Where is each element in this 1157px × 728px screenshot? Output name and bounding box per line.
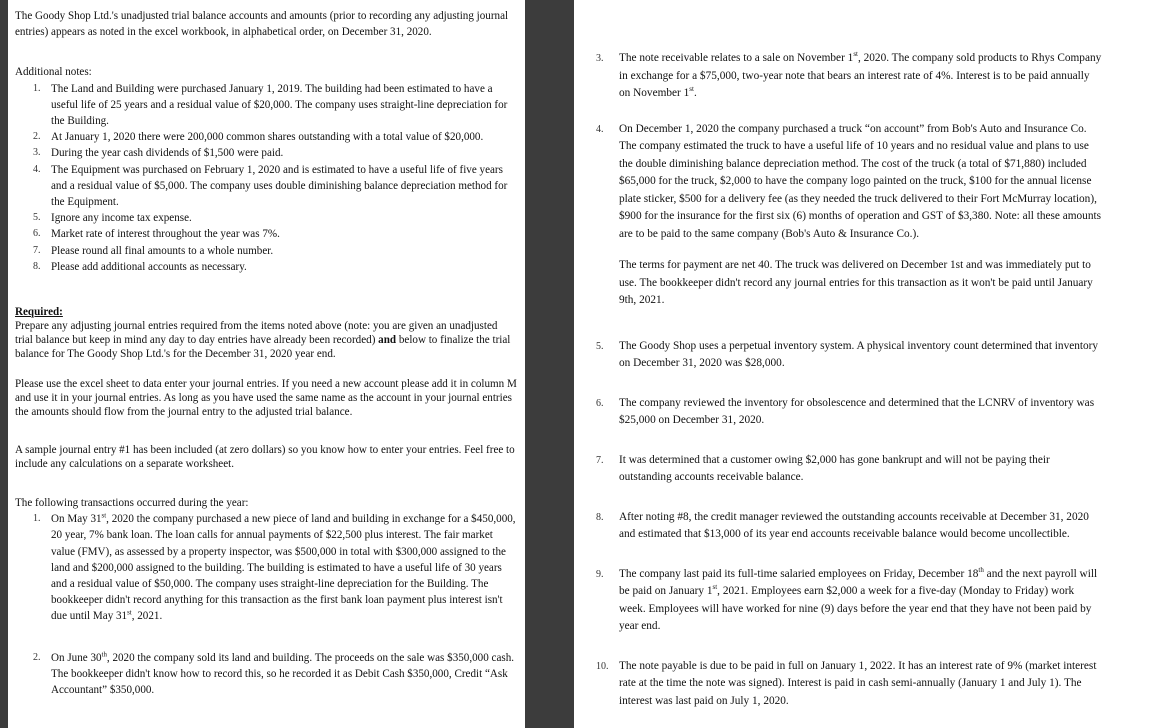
transaction-item: 2. On June 30th, 2020 the company sold its land and building. The proceeds on the sale was $350,000 cash. The bookkeeper didn't know how to record this, so he recorded it as Debit Cash $350,000, Credit “Ask Accountant” $350,000. <box>33 650 515 697</box>
item-8: 8. After noting #8, the credit manager reviewed the outstanding accounts receivable at December 31, 2020 and estimated that $13,000 of its year end accounts receivable balance would become uncollectible. <box>596 510 1089 540</box>
left-document-page <box>8 0 525 728</box>
excel-instructions: Please use the excel sheet to data enter your journal entries. If you need a new account please add it in column M and use it in your journal entries. As long as you have used the same name as the account in your journal entries the amounts should flow from the journal entry to the adjusted trial balance. <box>15 378 517 419</box>
sample-entry-note: A sample journal entry #1 has been included (at zero dollars) so you know how to enter your entries. Feel free to include any calculations on a separate worksheet. <box>15 444 515 471</box>
items-list <box>596 50 1102 710</box>
intro-paragraph: The Goody Shop Ltd.'s unadjusted trial balance accounts and amounts (prior to recording any adjusting journal entries) appears as noted in the excel workbook, in alphabetical order, on December 31, 2020. <box>15 10 509 39</box>
item-5: 5. The Goody Shop uses a perpetual inventory system. A physical inventory count determined that inventory on December 31, 2020 was $28,000. <box>596 339 1099 369</box>
note-item: 5. Ignore any income tax expense. <box>33 212 192 225</box>
item-4: 4. On December 1, 2020 the company purchased a truck “on account” from Bob's Auto and Insurance Co. The company estimated the truck to have a useful life of 10 years and no residual value and plans to use the double diminishing balance depreciation method. The cost of the truck (a total of $71,880) included $65,000 for the truck, $2,000 to have the company logo painted on the truck, $100 for the annual license plate sticker, $500 for a delivery fee (as they needed the truck delivered to their Fort McMurray location), $900 for the insurance for the first six (6) months of operation and GST of $3,380. Note: all these amounts are to be paid to the same company (Bob's Auto & Insurance Co.). The terms for payment are net 40. The truck was delivered on December 1st and was immediately put to use. The bookkeeper didn't record any journal entries for this transaction as it won't be paid until January 9th, 2021. <box>596 121 1102 310</box>
transactions-heading: The following transactions occurred during the year: <box>15 497 249 510</box>
item-6: 6. The company reviewed the inventory for obsolescence and determined that the LCNRV of inventory was $25,000 on December 31, 2020. <box>596 396 1095 426</box>
item-10: 10. The note payable is due to be paid in full on January 1, 2022. It has an interest rate of 9% (market interest rate at the time the note was signed). Interest is paid in cash semi-annually (January 1 and July 1). The interest was last paid on July 1, 2020. <box>596 659 1097 707</box>
note-item: 1. The Land and Building were purchased January 1, 2019. The building had been estimated to have a useful life of 25 years and a residual value of $20,000. The company uses straight-line depreciation for the Building. <box>33 82 508 128</box>
required-heading: Required: <box>15 306 63 319</box>
note-item: 8. Please add additional accounts as necessary. <box>33 260 247 273</box>
transactions-list <box>15 511 517 698</box>
item-9: 9. The company last paid its full-time salaried employees on Friday, December 18th and the next payroll will be paid on January 1st, 2021. Employees earn $2,000 a week for a five-day (Monday to Friday) work week. Employees will have worked for nine (9) days before the year end that they have not been paid by year end. <box>596 565 1098 632</box>
item-7: 7. It was determined that a customer owing $2,000 has gone bankrupt and will not be paying their outstanding accounts receivable balance. <box>596 453 1050 483</box>
note-item: 2. At January 1, 2020 there were 200,000 common shares outstanding with a total value of $20,000. <box>33 131 484 144</box>
note-item: 3. During the year cash dividends of $1,500 were paid. <box>33 147 284 160</box>
required-section: Required: Prepare any adjusting journal entries required from the items noted above (note: you are given an unadjusted trial balance but keep in mind any day to day entries have already been recorded) and below to finalize the trial balance for The Goody Shop Ltd.'s for the December 31, 2020 year end. <box>15 306 511 361</box>
notes-heading: Additional notes: <box>15 66 92 79</box>
note-item: 4. The Equipment was purchased on February 1, 2020 and is estimated to have a useful life of five years and a residual value of $5,000. The company uses double diminishing balance depreciation method for the Equipment. <box>33 163 508 209</box>
item-3: 3. The note receivable relates to a sale on November 1st, 2020. The company sold products to Rhys Company in exchange for a $75,000, two-year note that bears an interest rate of 4%. Interest is to be paid annually on November 1st. <box>596 50 1102 99</box>
item-4-terms: The terms for payment are net 40. The truck was delivered on December 1st and was immediately put to use. The bookkeeper didn't record any journal entries for this transaction as it won't be paid until January 9th, 2021. <box>619 259 1093 306</box>
notes-list <box>15 81 517 275</box>
right-document-page <box>574 0 1157 728</box>
note-item: 6. Market rate of interest throughout the year was 7%. <box>33 228 280 241</box>
transaction-item: 1. On May 31st, 2020 the company purchased a new piece of land and building in exchange for a $450,000, 20 year, 7% bank loan. The loan calls for annual payments of $22,500 plus interest. The fair market value (FMV), as assessed by a property inspector, was $500,000 in total with $300,000 assigned to the land and $200,000 assigned to the building. The building is estimated to have a useful life of 30 years and a residual value of $50,000. The company uses straight-line depreciation for the Building. The bookkeeper didn't record anything for this transaction as the first bank loan payment plus interest isn't due until May 31st, 2021. <box>33 512 516 623</box>
note-item: 7. Please round all final amounts to a whole number. <box>33 244 274 257</box>
